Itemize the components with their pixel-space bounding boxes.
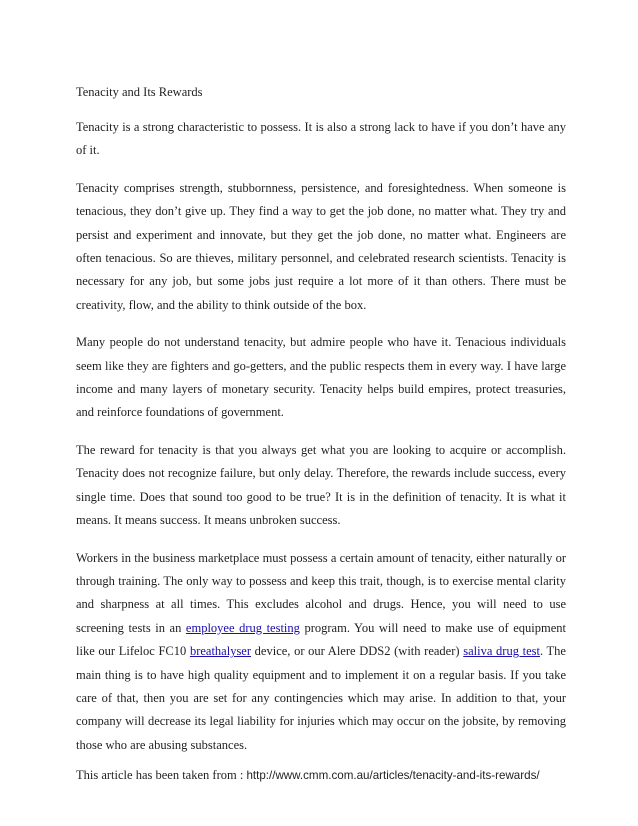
breathalyser-link[interactable]: breathalyser bbox=[189, 644, 252, 659]
source-label: This article has been taken from : bbox=[76, 768, 247, 783]
paragraph-definition: Tenacity comprises strength, stubbornness, persistence, and foresightedness. When someone is tenacious, they don’t give up. They find a way to get the job done, no matter what. They try and persist and experiment and innovate, but they get the job done, no matter what. Engineers are often tenacious. So are thieves, military personnel, and celebrated research scientists. Tenacity is necessary for any job, but some jobs just require a lot more of it than others. There must be creativity, flow, and the ability to think outside of the box. bbox=[76, 180, 566, 312]
source-url: http://www.cmm.com.au/articles/tenacity-and-its-rewards/ bbox=[246, 769, 540, 783]
paragraph-intro: Tenacity is a strong characteristic to possess. It is also a strong lack to have if you don’t have any of it. bbox=[76, 120, 566, 158]
employee-drug-testing-link[interactable]: employee drug testing bbox=[185, 620, 300, 635]
source-attribution bbox=[76, 765, 566, 786]
paragraph-reward: The reward for tenacity is that you always get what you are looking to acquire or accomplish. Tenacity does not recognize failure, but only delay. Therefore, the rewards include success, every single time. Does that sound too good to be true? It is in the definition of tenacity. It is what it means. It means success. It means unbroken success. bbox=[76, 442, 566, 528]
paragraph-workplace-text-2: program. You will need to make use of equipment like our Lifeloc FC10 bbox=[76, 620, 566, 659]
paragraph-workplace-text-3: device, or our Alere DDS2 (with reader) bbox=[251, 644, 464, 659]
document-title: Tenacity and Its Rewards bbox=[76, 85, 203, 99]
paragraph-workplace-text-1: Workers in the business marketplace must possess a certain amount of tenacity, either naturally or through training. The only way to possess and keep this trait, though, is to exercise mental clarity and sharpness at all times. This excludes alcohol and drugs. Hence, you will need to use screening tests in an bbox=[76, 550, 566, 635]
paragraph-admiration: Many people do not understand tenacity, but admire people who have it. Tenacious individuals seem like they are fighters and go-getters, and the public respects them in every way. I have large income and many layers of monetary security. Tenacity helps build empires, protect treasuries, and reinforce foundations of government. bbox=[76, 335, 566, 420]
paragraph-workplace bbox=[76, 547, 566, 758]
saliva-drug-test-link[interactable]: saliva drug test bbox=[463, 644, 540, 659]
paragraph-workplace-text-4: . The main thing is to have high quality equipment and to implement it on a regular basis. If you take care of that, then you are set for any contingencies which may arise. In addition to that, your company will decrease its legal liability for injuries which may occur on the jobsite, by removing those who are abusing substances. bbox=[76, 644, 566, 752]
